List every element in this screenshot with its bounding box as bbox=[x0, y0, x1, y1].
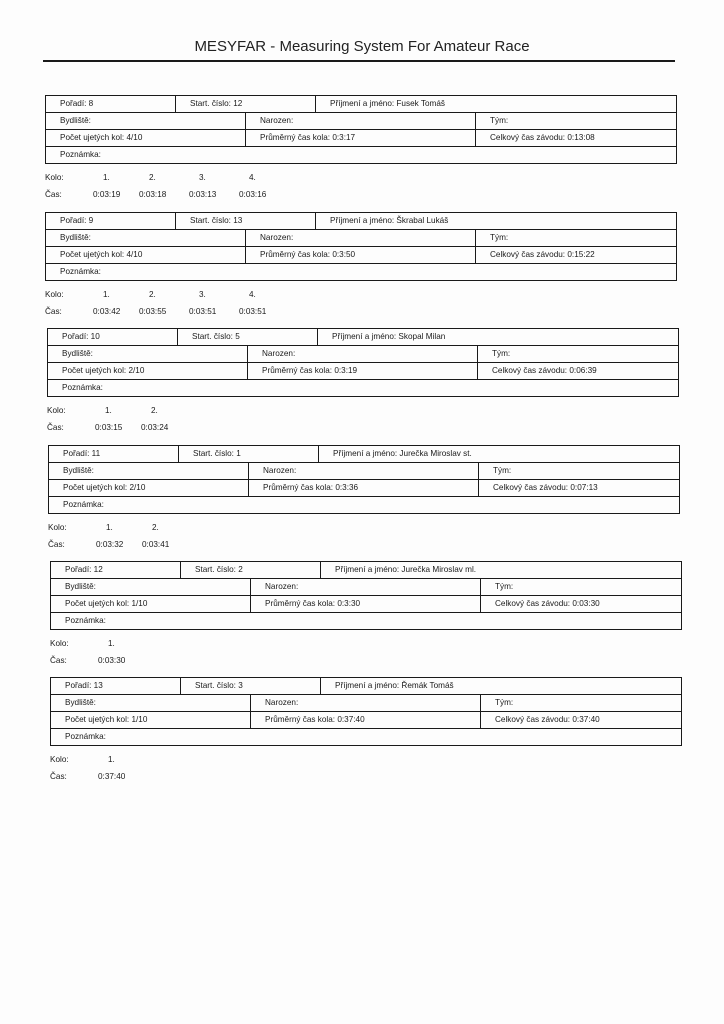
record-row-header bbox=[49, 446, 679, 463]
rank-cell: Pořadí: 8 bbox=[46, 96, 176, 112]
record-row-header bbox=[51, 562, 681, 579]
start-number-cell: Start. číslo: 2 bbox=[181, 562, 321, 578]
start-number-cell: Start. číslo: 3 bbox=[181, 678, 321, 694]
lap-number: 1. bbox=[108, 639, 115, 648]
lap-time: 0:03:51 bbox=[239, 307, 267, 316]
lap-time: 0:03:24 bbox=[141, 423, 169, 432]
laps-count-cell: Počet ujetých kol: 4/10 bbox=[46, 130, 246, 146]
team-cell: Tým: bbox=[490, 115, 509, 125]
lap-number: 1. bbox=[105, 406, 112, 415]
residence-cell: Bydliště: bbox=[51, 579, 251, 595]
record-table bbox=[50, 677, 682, 746]
record-row-note bbox=[51, 729, 681, 745]
total-time-cell: Celkový čas závodu: 0:07:13 bbox=[493, 482, 598, 492]
note-cell: Poznámka: bbox=[62, 382, 103, 392]
record-row-info bbox=[51, 695, 681, 712]
lap-label: Kolo: bbox=[50, 639, 69, 648]
residence-cell: Bydliště: bbox=[51, 695, 251, 711]
lap-number-row bbox=[47, 406, 679, 416]
born-cell: Narozen: bbox=[246, 113, 476, 129]
lap-time-row bbox=[47, 423, 679, 433]
rank-cell: Pořadí: 9 bbox=[46, 213, 176, 229]
lap-time-row bbox=[48, 540, 680, 550]
name-cell: Příjmení a jméno: Jurečka Miroslav st. bbox=[333, 448, 472, 458]
start-number-cell: Start. číslo: 5 bbox=[178, 329, 318, 345]
name-cell: Příjmení a jméno: Fusek Tomáš bbox=[330, 98, 445, 108]
total-time-cell: Celkový čas závodu: 0:03:30 bbox=[495, 598, 600, 608]
record-row-info bbox=[51, 579, 681, 596]
team-cell: Tým: bbox=[493, 465, 512, 475]
record-row-info bbox=[46, 230, 676, 247]
record-row-stats bbox=[46, 130, 676, 147]
team-cell: Tým: bbox=[492, 348, 511, 358]
lap-time-row bbox=[45, 190, 677, 200]
result-record bbox=[47, 328, 679, 436]
lap-time: 0:03:55 bbox=[139, 307, 167, 316]
lap-times bbox=[48, 523, 680, 553]
residence-cell: Bydliště: bbox=[48, 346, 248, 362]
record-row-stats bbox=[51, 596, 681, 613]
total-time-cell: Celkový čas závodu: 0:06:39 bbox=[492, 365, 597, 375]
lap-time: 0:03:19 bbox=[93, 190, 121, 199]
lap-number-row bbox=[48, 523, 680, 533]
record-table bbox=[47, 328, 679, 397]
record-row-header bbox=[46, 96, 676, 113]
result-record bbox=[50, 677, 682, 785]
rank-cell: Pořadí: 13 bbox=[51, 678, 181, 694]
record-row-note bbox=[46, 147, 676, 163]
lap-time: 0:37:40 bbox=[98, 772, 126, 781]
lap-number-row bbox=[50, 639, 682, 649]
total-time-cell: Celkový čas závodu: 0:37:40 bbox=[495, 714, 600, 724]
lap-time: 0:03:30 bbox=[98, 656, 126, 665]
record-row-stats bbox=[46, 247, 676, 264]
time-label: Čas: bbox=[50, 772, 67, 781]
lap-label: Kolo: bbox=[47, 406, 66, 415]
lap-times bbox=[50, 755, 682, 785]
lap-times bbox=[45, 290, 677, 320]
start-number-cell: Start. číslo: 13 bbox=[176, 213, 316, 229]
lap-time: 0:03:18 bbox=[139, 190, 167, 199]
time-label: Čas: bbox=[50, 656, 67, 665]
avg-lap-cell: Průměrný čas kola: 0:3:19 bbox=[248, 363, 478, 379]
lap-time: 0:03:15 bbox=[95, 423, 123, 432]
time-label: Čas: bbox=[48, 540, 65, 549]
lap-number: 1. bbox=[106, 523, 113, 532]
laps-count-cell: Počet ujetých kol: 1/10 bbox=[51, 712, 251, 728]
record-row-note bbox=[49, 497, 679, 513]
record-row-header bbox=[46, 213, 676, 230]
lap-number: 3. bbox=[199, 173, 206, 182]
lap-time: 0:03:16 bbox=[239, 190, 267, 199]
result-record bbox=[45, 212, 677, 320]
record-table bbox=[45, 212, 677, 281]
note-cell: Poznámka: bbox=[63, 499, 104, 509]
born-cell: Narozen: bbox=[246, 230, 476, 246]
avg-lap-cell: Průměrný čas kola: 0:37:40 bbox=[251, 712, 481, 728]
born-cell: Narozen: bbox=[249, 463, 479, 479]
record-row-info bbox=[46, 113, 676, 130]
record-row-note bbox=[51, 613, 681, 629]
lap-number: 4. bbox=[249, 290, 256, 299]
team-cell: Tým: bbox=[490, 232, 509, 242]
record-row-info bbox=[48, 346, 678, 363]
lap-number: 4. bbox=[249, 173, 256, 182]
record-row-stats bbox=[51, 712, 681, 729]
record-row-info bbox=[49, 463, 679, 480]
lap-number: 2. bbox=[152, 523, 159, 532]
name-cell: Příjmení a jméno: Skopal Milan bbox=[332, 331, 446, 341]
record-row-stats bbox=[48, 363, 678, 380]
lap-time: 0:03:51 bbox=[189, 307, 217, 316]
total-time-cell: Celkový čas závodu: 0:15:22 bbox=[490, 249, 595, 259]
record-table bbox=[48, 445, 680, 514]
lap-time-row bbox=[50, 772, 682, 782]
residence-cell: Bydliště: bbox=[46, 230, 246, 246]
record-row-header bbox=[51, 678, 681, 695]
record-row-header bbox=[48, 329, 678, 346]
lap-time: 0:03:13 bbox=[189, 190, 217, 199]
name-cell: Příjmení a jméno: Škrabal Lukáš bbox=[330, 215, 449, 225]
record-row-note bbox=[46, 264, 676, 280]
record-row-stats bbox=[49, 480, 679, 497]
record-table bbox=[45, 95, 677, 164]
residence-cell: Bydliště: bbox=[49, 463, 249, 479]
avg-lap-cell: Průměrný čas kola: 0:3:17 bbox=[246, 130, 476, 146]
lap-time: 0:03:32 bbox=[96, 540, 124, 549]
lap-number: 3. bbox=[199, 290, 206, 299]
start-number-cell: Start. číslo: 12 bbox=[176, 96, 316, 112]
note-cell: Poznámka: bbox=[60, 266, 101, 276]
total-time-cell: Celkový čas závodu: 0:13:08 bbox=[490, 132, 595, 142]
lap-number: 1. bbox=[103, 173, 110, 182]
lap-number-row bbox=[45, 290, 677, 300]
avg-lap-cell: Průměrný čas kola: 0:3:36 bbox=[249, 480, 479, 496]
title-divider bbox=[43, 60, 675, 62]
result-record bbox=[45, 95, 677, 203]
lap-number: 2. bbox=[149, 173, 156, 182]
rank-cell: Pořadí: 11 bbox=[49, 446, 179, 462]
time-label: Čas: bbox=[47, 423, 64, 432]
lap-number: 2. bbox=[149, 290, 156, 299]
lap-time-row bbox=[45, 307, 677, 317]
laps-count-cell: Počet ujetých kol: 1/10 bbox=[51, 596, 251, 612]
lap-label: Kolo: bbox=[48, 523, 67, 532]
born-cell: Narozen: bbox=[251, 695, 481, 711]
lap-times bbox=[45, 173, 677, 203]
residence-cell: Bydliště: bbox=[46, 113, 246, 129]
laps-count-cell: Počet ujetých kol: 4/10 bbox=[46, 247, 246, 263]
note-cell: Poznámka: bbox=[60, 149, 101, 159]
lap-number-row bbox=[50, 755, 682, 765]
lap-time: 0:03:41 bbox=[142, 540, 170, 549]
lap-number-row bbox=[45, 173, 677, 183]
start-number-cell: Start. číslo: 1 bbox=[179, 446, 319, 462]
record-row-note bbox=[48, 380, 678, 396]
lap-time: 0:03:42 bbox=[93, 307, 121, 316]
time-label: Čas: bbox=[45, 307, 62, 316]
name-cell: Příjmení a jméno: Jurečka Miroslav ml. bbox=[335, 564, 477, 574]
laps-count-cell: Počet ujetých kol: 2/10 bbox=[49, 480, 249, 496]
rank-cell: Pořadí: 12 bbox=[51, 562, 181, 578]
lap-time-row bbox=[50, 656, 682, 666]
lap-label: Kolo: bbox=[45, 290, 64, 299]
rank-cell: Pořadí: 10 bbox=[48, 329, 178, 345]
result-record bbox=[50, 561, 682, 669]
note-cell: Poznámka: bbox=[65, 615, 106, 625]
lap-times bbox=[47, 406, 679, 436]
avg-lap-cell: Průměrný čas kola: 0:3:30 bbox=[251, 596, 481, 612]
result-record bbox=[48, 445, 680, 553]
team-cell: Tým: bbox=[495, 697, 514, 707]
lap-number: 1. bbox=[103, 290, 110, 299]
lap-number: 1. bbox=[108, 755, 115, 764]
time-label: Čas: bbox=[45, 190, 62, 199]
page-title: MESYFAR - Measuring System For Amateur Race bbox=[194, 38, 530, 55]
name-cell: Příjmení a jméno: Řemák Tomáš bbox=[335, 680, 454, 690]
laps-count-cell: Počet ujetých kol: 2/10 bbox=[48, 363, 248, 379]
lap-label: Kolo: bbox=[45, 173, 64, 182]
lap-label: Kolo: bbox=[50, 755, 69, 764]
born-cell: Narozen: bbox=[248, 346, 478, 362]
team-cell: Tým: bbox=[495, 581, 514, 591]
record-table bbox=[50, 561, 682, 630]
born-cell: Narozen: bbox=[251, 579, 481, 595]
lap-number: 2. bbox=[151, 406, 158, 415]
note-cell: Poznámka: bbox=[65, 731, 106, 741]
lap-times bbox=[50, 639, 682, 669]
avg-lap-cell: Průměrný čas kola: 0:3:50 bbox=[246, 247, 476, 263]
